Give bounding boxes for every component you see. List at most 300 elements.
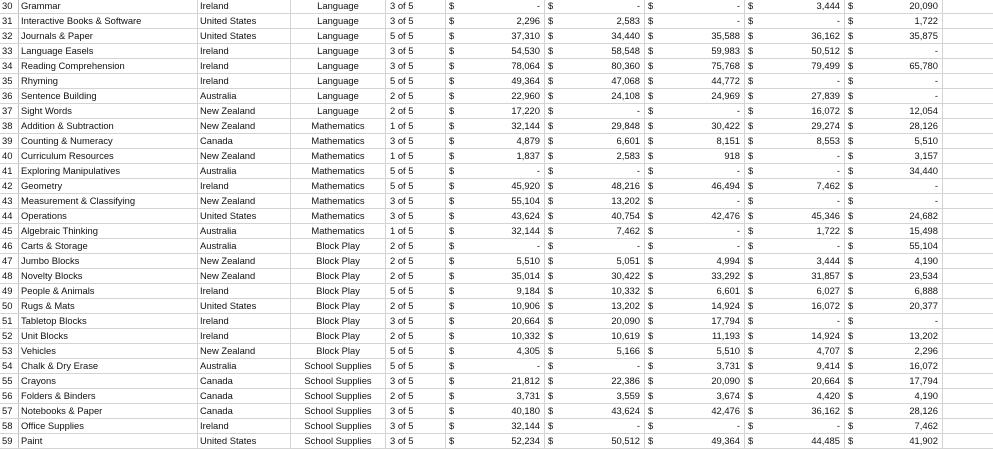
amount-cell[interactable] [446, 314, 545, 328]
amount-cell[interactable] [845, 59, 943, 73]
amount-cell[interactable] [545, 134, 645, 148]
amount-cell[interactable] [545, 239, 645, 253]
row-number-cell[interactable]: 33 [0, 44, 19, 58]
row-number-cell[interactable]: 31 [0, 14, 19, 28]
amount-cell[interactable] [446, 59, 545, 73]
rating-cell[interactable]: 2 of 5 [386, 329, 446, 343]
amount-cell[interactable] [745, 0, 845, 13]
row-number-cell[interactable]: 36 [0, 89, 19, 103]
row-number-cell[interactable]: 40 [0, 149, 19, 163]
product-cell[interactable]: Grammar [19, 0, 198, 13]
amount-cell[interactable] [545, 299, 645, 313]
amount-cell[interactable] [745, 194, 845, 208]
amount-cell[interactable] [446, 89, 545, 103]
amount-cell[interactable] [645, 0, 745, 13]
category-cell[interactable]: Mathematics [291, 224, 386, 238]
row-number-cell[interactable]: 44 [0, 209, 19, 223]
row-number-cell[interactable]: 41 [0, 164, 19, 178]
product-cell[interactable]: Interactive Books & Software [19, 14, 198, 28]
amount-cell[interactable] [446, 269, 545, 283]
amount-cell[interactable] [745, 389, 845, 403]
amount-cell[interactable] [845, 164, 943, 178]
country-cell[interactable]: Australia [198, 89, 291, 103]
row-number-cell[interactable]: 55 [0, 374, 19, 388]
amount-cell[interactable] [446, 419, 545, 433]
amount-cell[interactable] [845, 149, 943, 163]
product-cell[interactable]: Jumbo Blocks [19, 254, 198, 268]
amount-cell[interactable] [446, 389, 545, 403]
amount-cell[interactable] [845, 89, 943, 103]
row-number-cell[interactable]: 52 [0, 329, 19, 343]
amount-cell[interactable] [745, 314, 845, 328]
country-cell[interactable]: Ireland [198, 329, 291, 343]
row-number-cell[interactable]: 46 [0, 239, 19, 253]
rating-cell[interactable]: 3 of 5 [386, 209, 446, 223]
amount-cell[interactable] [446, 434, 545, 448]
amount-cell[interactable] [845, 14, 943, 28]
amount-cell[interactable] [745, 164, 845, 178]
amount-cell[interactable] [545, 344, 645, 358]
amount-cell[interactable] [645, 224, 745, 238]
country-cell[interactable]: New Zealand [198, 344, 291, 358]
rating-cell[interactable]: 3 of 5 [386, 44, 446, 58]
country-cell[interactable]: Australia [198, 359, 291, 373]
amount-cell[interactable] [545, 419, 645, 433]
product-cell[interactable]: Sight Words [19, 104, 198, 118]
category-cell[interactable]: School Supplies [291, 389, 386, 403]
category-cell[interactable]: Mathematics [291, 179, 386, 193]
category-cell[interactable]: Mathematics [291, 134, 386, 148]
country-cell[interactable]: Ireland [198, 59, 291, 73]
amount-cell[interactable] [446, 344, 545, 358]
amount-cell[interactable] [745, 59, 845, 73]
category-cell[interactable]: School Supplies [291, 374, 386, 388]
country-cell[interactable]: United States [198, 14, 291, 28]
amount-cell[interactable] [745, 359, 845, 373]
category-cell[interactable]: Language [291, 59, 386, 73]
category-cell[interactable]: Block Play [291, 344, 386, 358]
country-cell[interactable]: New Zealand [198, 254, 291, 268]
amount-cell[interactable] [745, 29, 845, 43]
rating-cell[interactable]: 1 of 5 [386, 149, 446, 163]
amount-cell[interactable] [545, 209, 645, 223]
row-number-cell[interactable]: 54 [0, 359, 19, 373]
amount-cell[interactable] [845, 104, 943, 118]
category-cell[interactable]: School Supplies [291, 434, 386, 448]
amount-cell[interactable] [446, 179, 545, 193]
amount-cell[interactable] [446, 359, 545, 373]
amount-cell[interactable] [645, 59, 745, 73]
amount-cell[interactable] [645, 284, 745, 298]
row-number-cell[interactable]: 30 [0, 0, 19, 13]
amount-cell[interactable] [845, 194, 943, 208]
amount-cell[interactable] [545, 329, 645, 343]
rating-cell[interactable]: 5 of 5 [386, 74, 446, 88]
country-cell[interactable]: Ireland [198, 419, 291, 433]
country-cell[interactable]: Canada [198, 134, 291, 148]
amount-cell[interactable] [645, 269, 745, 283]
amount-cell[interactable] [446, 29, 545, 43]
amount-cell[interactable] [845, 269, 943, 283]
amount-cell[interactable] [645, 134, 745, 148]
rating-cell[interactable]: 2 of 5 [386, 104, 446, 118]
category-cell[interactable]: Language [291, 29, 386, 43]
rating-cell[interactable]: 3 of 5 [386, 14, 446, 28]
product-cell[interactable]: Crayons [19, 374, 198, 388]
rating-cell[interactable]: 3 of 5 [386, 59, 446, 73]
amount-cell[interactable] [645, 74, 745, 88]
amount-cell[interactable] [545, 74, 645, 88]
amount-cell[interactable] [645, 179, 745, 193]
rating-cell[interactable]: 2 of 5 [386, 89, 446, 103]
rating-cell[interactable]: 3 of 5 [386, 0, 446, 13]
amount-cell[interactable] [446, 74, 545, 88]
amount-cell[interactable] [446, 209, 545, 223]
product-cell[interactable]: Measurement & Classifying [19, 194, 198, 208]
amount-cell[interactable] [545, 149, 645, 163]
rating-cell[interactable]: 5 of 5 [386, 359, 446, 373]
amount-cell[interactable] [446, 284, 545, 298]
category-cell[interactable]: Language [291, 0, 386, 13]
amount-cell[interactable] [446, 0, 545, 13]
amount-cell[interactable] [745, 254, 845, 268]
product-cell[interactable]: Counting & Numeracy [19, 134, 198, 148]
amount-cell[interactable] [745, 374, 845, 388]
amount-cell[interactable] [446, 134, 545, 148]
amount-cell[interactable] [745, 104, 845, 118]
amount-cell[interactable] [645, 254, 745, 268]
amount-cell[interactable] [745, 344, 845, 358]
amount-cell[interactable] [745, 434, 845, 448]
amount-cell[interactable] [545, 389, 645, 403]
amount-cell[interactable] [745, 149, 845, 163]
amount-cell[interactable] [745, 269, 845, 283]
amount-cell[interactable] [545, 269, 645, 283]
rating-cell[interactable]: 2 of 5 [386, 299, 446, 313]
category-cell[interactable]: Block Play [291, 239, 386, 253]
amount-cell[interactable] [545, 119, 645, 133]
amount-cell[interactable] [645, 14, 745, 28]
rating-cell[interactable]: 5 of 5 [386, 344, 446, 358]
country-cell[interactable]: Australia [198, 164, 291, 178]
amount-cell[interactable] [545, 359, 645, 373]
country-cell[interactable]: Ireland [198, 314, 291, 328]
row-number-cell[interactable]: 51 [0, 314, 19, 328]
amount-cell[interactable] [745, 284, 845, 298]
amount-cell[interactable] [645, 299, 745, 313]
country-cell[interactable]: Australia [198, 224, 291, 238]
product-cell[interactable]: People & Animals [19, 284, 198, 298]
product-cell[interactable]: Notebooks & Paper [19, 404, 198, 418]
country-cell[interactable]: United States [198, 29, 291, 43]
category-cell[interactable]: Block Play [291, 269, 386, 283]
category-cell[interactable]: Mathematics [291, 209, 386, 223]
amount-cell[interactable] [545, 59, 645, 73]
product-cell[interactable]: Tabletop Blocks [19, 314, 198, 328]
product-cell[interactable]: Reading Comprehension [19, 59, 198, 73]
row-number-cell[interactable]: 32 [0, 29, 19, 43]
amount-cell[interactable] [745, 74, 845, 88]
amount-cell[interactable] [446, 374, 545, 388]
amount-cell[interactable] [645, 164, 745, 178]
row-number-cell[interactable]: 42 [0, 179, 19, 193]
amount-cell[interactable] [446, 164, 545, 178]
product-cell[interactable]: Rugs & Mats [19, 299, 198, 313]
category-cell[interactable]: Language [291, 89, 386, 103]
country-cell[interactable]: Canada [198, 404, 291, 418]
amount-cell[interactable] [845, 254, 943, 268]
amount-cell[interactable] [845, 134, 943, 148]
amount-cell[interactable] [645, 194, 745, 208]
amount-cell[interactable] [446, 44, 545, 58]
amount-cell[interactable] [845, 0, 943, 13]
row-number-cell[interactable]: 38 [0, 119, 19, 133]
amount-cell[interactable] [845, 329, 943, 343]
rating-cell[interactable]: 3 of 5 [386, 404, 446, 418]
amount-cell[interactable] [745, 224, 845, 238]
amount-cell[interactable] [745, 404, 845, 418]
rating-cell[interactable]: 1 of 5 [386, 224, 446, 238]
amount-cell[interactable] [845, 389, 943, 403]
rating-cell[interactable]: 5 of 5 [386, 29, 446, 43]
category-cell[interactable]: Block Play [291, 314, 386, 328]
row-number-cell[interactable]: 47 [0, 254, 19, 268]
amount-cell[interactable] [545, 224, 645, 238]
row-number-cell[interactable]: 35 [0, 74, 19, 88]
category-cell[interactable]: Language [291, 74, 386, 88]
amount-cell[interactable] [545, 404, 645, 418]
category-cell[interactable]: Mathematics [291, 119, 386, 133]
product-cell[interactable]: Sentence Building [19, 89, 198, 103]
amount-cell[interactable] [545, 194, 645, 208]
amount-cell[interactable] [545, 314, 645, 328]
product-cell[interactable]: Folders & Binders [19, 389, 198, 403]
product-cell[interactable]: Novelty Blocks [19, 269, 198, 283]
amount-cell[interactable] [446, 299, 545, 313]
country-cell[interactable]: Canada [198, 374, 291, 388]
product-cell[interactable]: Vehicles [19, 344, 198, 358]
amount-cell[interactable] [645, 29, 745, 43]
amount-cell[interactable] [545, 89, 645, 103]
category-cell[interactable]: Language [291, 44, 386, 58]
row-number-cell[interactable]: 48 [0, 269, 19, 283]
amount-cell[interactable] [745, 329, 845, 343]
row-number-cell[interactable]: 59 [0, 434, 19, 448]
rating-cell[interactable]: 3 of 5 [386, 419, 446, 433]
amount-cell[interactable] [645, 44, 745, 58]
row-number-cell[interactable]: 34 [0, 59, 19, 73]
amount-cell[interactable] [645, 434, 745, 448]
amount-cell[interactable] [545, 164, 645, 178]
amount-cell[interactable] [446, 254, 545, 268]
amount-cell[interactable] [545, 14, 645, 28]
amount-cell[interactable] [645, 344, 745, 358]
category-cell[interactable]: School Supplies [291, 404, 386, 418]
amount-cell[interactable] [446, 404, 545, 418]
country-cell[interactable]: New Zealand [198, 104, 291, 118]
country-cell[interactable]: New Zealand [198, 269, 291, 283]
row-number-cell[interactable]: 45 [0, 224, 19, 238]
amount-cell[interactable] [645, 329, 745, 343]
row-number-cell[interactable]: 53 [0, 344, 19, 358]
amount-cell[interactable] [845, 359, 943, 373]
product-cell[interactable]: Exploring Manipulatives [19, 164, 198, 178]
country-cell[interactable]: United States [198, 209, 291, 223]
row-number-cell[interactable]: 39 [0, 134, 19, 148]
country-cell[interactable]: Ireland [198, 284, 291, 298]
category-cell[interactable]: Mathematics [291, 149, 386, 163]
amount-cell[interactable] [845, 404, 943, 418]
amount-cell[interactable] [545, 44, 645, 58]
amount-cell[interactable] [845, 434, 943, 448]
row-number-cell[interactable]: 58 [0, 419, 19, 433]
amount-cell[interactable] [545, 254, 645, 268]
amount-cell[interactable] [745, 44, 845, 58]
rating-cell[interactable]: 3 of 5 [386, 434, 446, 448]
rating-cell[interactable]: 2 of 5 [386, 239, 446, 253]
category-cell[interactable]: Language [291, 14, 386, 28]
amount-cell[interactable] [845, 119, 943, 133]
rating-cell[interactable]: 2 of 5 [386, 269, 446, 283]
country-cell[interactable]: Ireland [198, 44, 291, 58]
rating-cell[interactable]: 3 of 5 [386, 374, 446, 388]
country-cell[interactable]: United States [198, 434, 291, 448]
country-cell[interactable]: New Zealand [198, 119, 291, 133]
amount-cell[interactable] [446, 194, 545, 208]
amount-cell[interactable] [645, 374, 745, 388]
product-cell[interactable]: Journals & Paper [19, 29, 198, 43]
amount-cell[interactable] [645, 404, 745, 418]
amount-cell[interactable] [446, 239, 545, 253]
category-cell[interactable]: Mathematics [291, 194, 386, 208]
product-cell[interactable]: Office Supplies [19, 419, 198, 433]
category-cell[interactable]: Language [291, 104, 386, 118]
product-cell[interactable]: Language Easels [19, 44, 198, 58]
country-cell[interactable]: Ireland [198, 179, 291, 193]
amount-cell[interactable] [845, 314, 943, 328]
row-number-cell[interactable]: 50 [0, 299, 19, 313]
amount-cell[interactable] [745, 14, 845, 28]
country-cell[interactable]: Australia [198, 239, 291, 253]
rating-cell[interactable]: 3 of 5 [386, 134, 446, 148]
country-cell[interactable]: New Zealand [198, 194, 291, 208]
category-cell[interactable]: School Supplies [291, 419, 386, 433]
amount-cell[interactable] [845, 224, 943, 238]
amount-cell[interactable] [645, 389, 745, 403]
amount-cell[interactable] [645, 209, 745, 223]
country-cell[interactable]: Canada [198, 389, 291, 403]
amount-cell[interactable] [446, 329, 545, 343]
amount-cell[interactable] [545, 374, 645, 388]
row-number-cell[interactable]: 43 [0, 194, 19, 208]
amount-cell[interactable] [845, 74, 943, 88]
amount-cell[interactable] [845, 239, 943, 253]
amount-cell[interactable] [645, 119, 745, 133]
country-cell[interactable]: New Zealand [198, 149, 291, 163]
amount-cell[interactable] [745, 119, 845, 133]
product-cell[interactable]: Carts & Storage [19, 239, 198, 253]
product-cell[interactable]: Paint [19, 434, 198, 448]
rating-cell[interactable]: 1 of 5 [386, 119, 446, 133]
amount-cell[interactable] [745, 134, 845, 148]
category-cell[interactable]: Mathematics [291, 164, 386, 178]
amount-cell[interactable] [446, 119, 545, 133]
category-cell[interactable]: Block Play [291, 254, 386, 268]
category-cell[interactable]: Block Play [291, 329, 386, 343]
rating-cell[interactable]: 2 of 5 [386, 389, 446, 403]
rating-cell[interactable]: 5 of 5 [386, 164, 446, 178]
amount-cell[interactable] [645, 419, 745, 433]
country-cell[interactable]: Ireland [198, 74, 291, 88]
amount-cell[interactable] [745, 89, 845, 103]
amount-cell[interactable] [446, 149, 545, 163]
amount-cell[interactable] [545, 0, 645, 13]
amount-cell[interactable] [745, 299, 845, 313]
amount-cell[interactable] [545, 104, 645, 118]
amount-cell[interactable] [645, 359, 745, 373]
rating-cell[interactable]: 3 of 5 [386, 194, 446, 208]
amount-cell[interactable] [545, 284, 645, 298]
amount-cell[interactable] [845, 44, 943, 58]
amount-cell[interactable] [645, 89, 745, 103]
product-cell[interactable]: Chalk & Dry Erase [19, 359, 198, 373]
category-cell[interactable]: School Supplies [291, 359, 386, 373]
amount-cell[interactable] [745, 239, 845, 253]
product-cell[interactable]: Addition & Subtraction [19, 119, 198, 133]
amount-cell[interactable] [446, 224, 545, 238]
row-number-cell[interactable]: 57 [0, 404, 19, 418]
row-number-cell[interactable]: 49 [0, 284, 19, 298]
amount-cell[interactable] [446, 14, 545, 28]
rating-cell[interactable]: 2 of 5 [386, 254, 446, 268]
category-cell[interactable]: Block Play [291, 284, 386, 298]
amount-cell[interactable] [545, 434, 645, 448]
amount-cell[interactable] [845, 209, 943, 223]
amount-cell[interactable] [545, 29, 645, 43]
amount-cell[interactable] [645, 239, 745, 253]
amount-cell[interactable] [645, 149, 745, 163]
rating-cell[interactable]: 5 of 5 [386, 284, 446, 298]
row-number-cell[interactable]: 56 [0, 389, 19, 403]
product-cell[interactable]: Algebraic Thinking [19, 224, 198, 238]
product-cell[interactable]: Geometry [19, 179, 198, 193]
product-cell[interactable]: Curriculum Resources [19, 149, 198, 163]
category-cell[interactable]: Block Play [291, 299, 386, 313]
amount-cell[interactable] [845, 29, 943, 43]
amount-cell[interactable] [645, 104, 745, 118]
product-cell[interactable]: Unit Blocks [19, 329, 198, 343]
amount-cell[interactable] [845, 419, 943, 433]
rating-cell[interactable]: 3 of 5 [386, 314, 446, 328]
rating-cell[interactable]: 5 of 5 [386, 179, 446, 193]
product-cell[interactable]: Operations [19, 209, 198, 223]
country-cell[interactable]: United States [198, 299, 291, 313]
amount-cell[interactable] [745, 419, 845, 433]
amount-cell[interactable] [845, 284, 943, 298]
amount-cell[interactable] [745, 209, 845, 223]
amount-cell[interactable] [645, 314, 745, 328]
country-cell[interactable]: Ireland [198, 0, 291, 13]
row-number-cell[interactable]: 37 [0, 104, 19, 118]
amount-cell[interactable] [845, 374, 943, 388]
amount-cell[interactable] [845, 344, 943, 358]
amount-cell[interactable] [545, 179, 645, 193]
product-cell[interactable]: Rhyming [19, 74, 198, 88]
amount-cell[interactable] [446, 104, 545, 118]
amount-cell[interactable] [845, 179, 943, 193]
amount-cell[interactable] [745, 179, 845, 193]
amount-cell[interactable] [845, 299, 943, 313]
